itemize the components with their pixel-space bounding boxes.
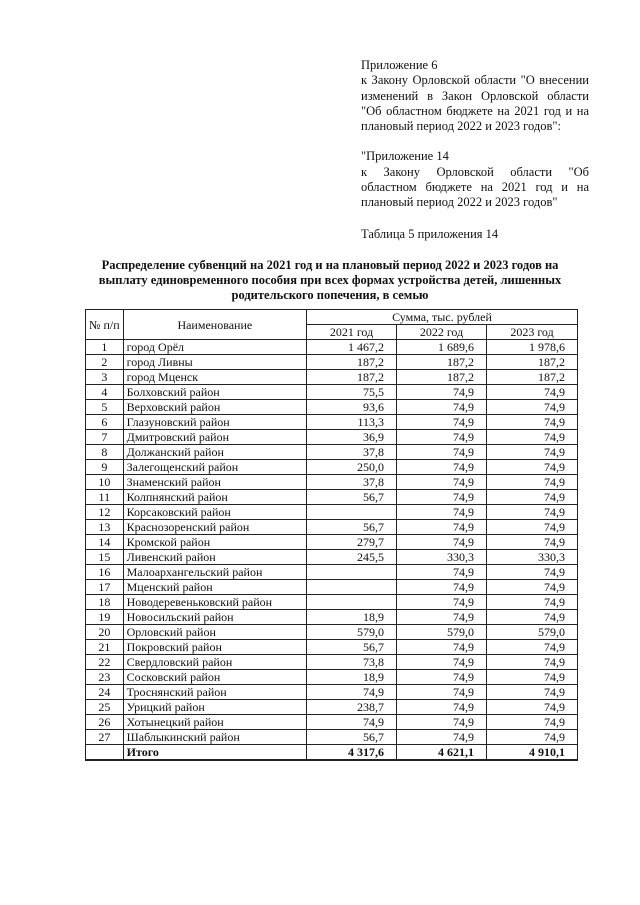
table-row bbox=[86, 340, 578, 355]
row-name: Свердловский район bbox=[123, 655, 306, 670]
row-2022: 330,3 bbox=[397, 550, 487, 565]
row-2021: 75,5 bbox=[307, 385, 397, 400]
row-name: Мценский район bbox=[123, 580, 306, 595]
row-num: 2 bbox=[86, 355, 124, 370]
row-2021 bbox=[307, 505, 397, 520]
table-row bbox=[86, 400, 578, 415]
row-name: Должанский район bbox=[123, 445, 306, 460]
appendix-original-law: к Закону Орловской области "Об областном бюджете на 2021 год и на плановый период 2022 и 2023 годов" bbox=[361, 164, 589, 210]
appendix-original-number: "Приложение 14 bbox=[361, 149, 449, 164]
row-2023: 74,9 bbox=[487, 700, 578, 715]
row-num: 23 bbox=[86, 670, 124, 685]
row-2023: 1 978,6 bbox=[487, 340, 578, 355]
row-num: 14 bbox=[86, 535, 124, 550]
row-num: 20 bbox=[86, 625, 124, 640]
row-2021: 74,9 bbox=[307, 685, 397, 700]
row-2022: 74,9 bbox=[397, 460, 487, 475]
row-2021 bbox=[307, 595, 397, 610]
row-name: Болховский район bbox=[123, 385, 306, 400]
table-row bbox=[86, 685, 578, 700]
row-name: Урицкий район bbox=[123, 700, 306, 715]
table-row bbox=[86, 460, 578, 475]
row-name: Покровский район bbox=[123, 640, 306, 655]
row-name: Троснянский район bbox=[123, 685, 306, 700]
row-2023: 579,0 bbox=[487, 625, 578, 640]
row-num: 8 bbox=[86, 445, 124, 460]
row-name: Хотынецкий район bbox=[123, 715, 306, 730]
table-row bbox=[86, 430, 578, 445]
row-num: 15 bbox=[86, 550, 124, 565]
table-row bbox=[86, 355, 578, 370]
row-2023: 74,9 bbox=[487, 490, 578, 505]
row-num: 10 bbox=[86, 475, 124, 490]
row-2023: 74,9 bbox=[487, 640, 578, 655]
header-sum: Сумма, тыс. рублей bbox=[307, 310, 578, 325]
row-num: 4 bbox=[86, 385, 124, 400]
total-2023: 4 910,1 bbox=[487, 745, 578, 761]
row-2022: 579,0 bbox=[397, 625, 487, 640]
appendix-number: Приложение 6 bbox=[361, 58, 438, 72]
row-num: 3 bbox=[86, 370, 124, 385]
table-row bbox=[86, 715, 578, 730]
row-2023: 74,9 bbox=[487, 460, 578, 475]
row-name: Глазуновский район bbox=[123, 415, 306, 430]
total-label: Итого bbox=[123, 745, 306, 761]
row-num: 17 bbox=[86, 580, 124, 595]
row-2022: 74,9 bbox=[397, 670, 487, 685]
row-2022: 74,9 bbox=[397, 655, 487, 670]
row-2022: 74,9 bbox=[397, 595, 487, 610]
table-row bbox=[86, 700, 578, 715]
row-num: 26 bbox=[86, 715, 124, 730]
row-2023: 74,9 bbox=[487, 655, 578, 670]
table-row bbox=[86, 655, 578, 670]
row-2023: 74,9 bbox=[487, 445, 578, 460]
table-row bbox=[86, 445, 578, 460]
row-2021: 56,7 bbox=[307, 640, 397, 655]
header-name: Наименование bbox=[123, 310, 306, 340]
table-row bbox=[86, 640, 578, 655]
row-2022: 74,9 bbox=[397, 415, 487, 430]
row-num: 5 bbox=[86, 400, 124, 415]
row-2022: 74,9 bbox=[397, 715, 487, 730]
row-2023: 74,9 bbox=[487, 475, 578, 490]
header-2023: 2023 год bbox=[487, 325, 578, 340]
row-name: город Ливны bbox=[123, 355, 306, 370]
header-2021: 2021 год bbox=[307, 325, 397, 340]
row-2023: 74,9 bbox=[487, 430, 578, 445]
row-num: 24 bbox=[86, 685, 124, 700]
row-2023: 74,9 bbox=[487, 670, 578, 685]
row-2022: 74,9 bbox=[397, 445, 487, 460]
row-2021: 74,9 bbox=[307, 715, 397, 730]
row-2023: 74,9 bbox=[487, 505, 578, 520]
table-row bbox=[86, 730, 578, 745]
row-2023: 74,9 bbox=[487, 730, 578, 745]
row-name: Новодеревеньковский район bbox=[123, 595, 306, 610]
row-num: 9 bbox=[86, 460, 124, 475]
total-2021: 4 317,6 bbox=[307, 745, 397, 761]
row-2023: 74,9 bbox=[487, 385, 578, 400]
row-2022: 74,9 bbox=[397, 685, 487, 700]
table-row bbox=[86, 370, 578, 385]
row-name: Дмитровский район bbox=[123, 430, 306, 445]
row-2021: 56,7 bbox=[307, 520, 397, 535]
total-2022: 4 621,1 bbox=[397, 745, 487, 761]
row-2021: 18,9 bbox=[307, 610, 397, 625]
row-num: 18 bbox=[86, 595, 124, 610]
row-2021: 1 467,2 bbox=[307, 340, 397, 355]
row-2023: 74,9 bbox=[487, 415, 578, 430]
row-2023: 74,9 bbox=[487, 610, 578, 625]
row-2021: 187,2 bbox=[307, 355, 397, 370]
row-2023: 74,9 bbox=[487, 595, 578, 610]
row-2021: 56,7 bbox=[307, 490, 397, 505]
row-2022: 187,2 bbox=[397, 370, 487, 385]
row-2021: 187,2 bbox=[307, 370, 397, 385]
row-num: 22 bbox=[86, 655, 124, 670]
row-name: Корсаковский район bbox=[123, 505, 306, 520]
row-name: Колпнянский район bbox=[123, 490, 306, 505]
row-name: Малоархангельский район bbox=[123, 565, 306, 580]
row-2023: 74,9 bbox=[487, 520, 578, 535]
table-row bbox=[86, 535, 578, 550]
row-2021: 37,8 bbox=[307, 475, 397, 490]
table-row bbox=[86, 565, 578, 580]
table-row bbox=[86, 415, 578, 430]
row-num: 13 bbox=[86, 520, 124, 535]
document-title: Распределение субвенций на 2021 год и на плановый период 2022 и 2023 годов на выплату единовременного пособия при всех формах устройства детей, лишенных родительского попечения, в семью bbox=[98, 258, 562, 302]
row-2022: 74,9 bbox=[397, 640, 487, 655]
row-2022: 74,9 bbox=[397, 385, 487, 400]
total-num bbox=[86, 745, 124, 761]
row-2022: 1 689,6 bbox=[397, 340, 487, 355]
table-row bbox=[86, 625, 578, 640]
row-num: 12 bbox=[86, 505, 124, 520]
appendix-amending-law: к Закону Орловской области "О внесении изменений в Закон Орловской области "Об областном бюджете на 2021 год и на плановый период 2022 и 2023 годов": bbox=[361, 73, 589, 134]
row-2021: 36,9 bbox=[307, 430, 397, 445]
table-row bbox=[86, 550, 578, 565]
table-note: Таблица 5 приложения 14 bbox=[361, 226, 499, 241]
row-2021: 250,0 bbox=[307, 460, 397, 475]
row-name: Новосильский район bbox=[123, 610, 306, 625]
row-2022: 74,9 bbox=[397, 700, 487, 715]
total-row bbox=[86, 745, 578, 761]
row-name: Ливенский район bbox=[123, 550, 306, 565]
row-name: Орловский район bbox=[123, 625, 306, 640]
row-2023: 74,9 bbox=[487, 715, 578, 730]
row-num: 1 bbox=[86, 340, 124, 355]
row-2021: 73,8 bbox=[307, 655, 397, 670]
row-2021: 279,7 bbox=[307, 535, 397, 550]
table-row bbox=[86, 385, 578, 400]
row-2023: 74,9 bbox=[487, 580, 578, 595]
table-row bbox=[86, 670, 578, 685]
header-2022: 2022 год bbox=[397, 325, 487, 340]
row-2022: 74,9 bbox=[397, 490, 487, 505]
table-row bbox=[86, 595, 578, 610]
row-2023: 187,2 bbox=[487, 370, 578, 385]
row-num: 16 bbox=[86, 565, 124, 580]
row-2022: 74,9 bbox=[397, 610, 487, 625]
row-num: 27 bbox=[86, 730, 124, 745]
row-num: 7 bbox=[86, 430, 124, 445]
row-name: Шаблыкинский район bbox=[123, 730, 306, 745]
row-2022: 74,9 bbox=[397, 520, 487, 535]
row-2021: 56,7 bbox=[307, 730, 397, 745]
row-name: Верховский район bbox=[123, 400, 306, 415]
row-name: город Орёл bbox=[123, 340, 306, 355]
row-2021: 245,5 bbox=[307, 550, 397, 565]
row-2022: 74,9 bbox=[397, 505, 487, 520]
row-name: Сосковский район bbox=[123, 670, 306, 685]
row-2022: 74,9 bbox=[397, 475, 487, 490]
row-2021 bbox=[307, 565, 397, 580]
row-2023: 74,9 bbox=[487, 535, 578, 550]
row-2021: 93,6 bbox=[307, 400, 397, 415]
row-name: Краснозоренский район bbox=[123, 520, 306, 535]
row-2022: 74,9 bbox=[397, 400, 487, 415]
appendix-header bbox=[361, 58, 589, 242]
row-2021: 18,9 bbox=[307, 670, 397, 685]
row-num: 21 bbox=[86, 640, 124, 655]
row-2022: 74,9 bbox=[397, 730, 487, 745]
row-2022: 74,9 bbox=[397, 565, 487, 580]
row-name: город Мценск bbox=[123, 370, 306, 385]
table-row bbox=[86, 580, 578, 595]
row-2021 bbox=[307, 580, 397, 595]
row-2022: 74,9 bbox=[397, 430, 487, 445]
row-2022: 187,2 bbox=[397, 355, 487, 370]
row-2021: 579,0 bbox=[307, 625, 397, 640]
row-2023: 74,9 bbox=[487, 685, 578, 700]
table-row bbox=[86, 475, 578, 490]
row-2023: 330,3 bbox=[487, 550, 578, 565]
row-2021: 37,8 bbox=[307, 445, 397, 460]
row-2023: 187,2 bbox=[487, 355, 578, 370]
row-2023: 74,9 bbox=[487, 400, 578, 415]
header-num: № п/п bbox=[86, 310, 124, 340]
row-num: 25 bbox=[86, 700, 124, 715]
table-row bbox=[86, 490, 578, 505]
row-num: 11 bbox=[86, 490, 124, 505]
row-num: 19 bbox=[86, 610, 124, 625]
table-row bbox=[86, 520, 578, 535]
row-2021: 113,3 bbox=[307, 415, 397, 430]
table-row bbox=[86, 505, 578, 520]
row-name: Кромской район bbox=[123, 535, 306, 550]
row-2022: 74,9 bbox=[397, 580, 487, 595]
row-name: Знаменский район bbox=[123, 475, 306, 490]
row-2021: 238,7 bbox=[307, 700, 397, 715]
row-2023: 74,9 bbox=[487, 565, 578, 580]
row-2022: 74,9 bbox=[397, 535, 487, 550]
row-name: Залегощенский район bbox=[123, 460, 306, 475]
table-row bbox=[86, 610, 578, 625]
subsidy-table bbox=[85, 309, 578, 761]
row-num: 6 bbox=[86, 415, 124, 430]
